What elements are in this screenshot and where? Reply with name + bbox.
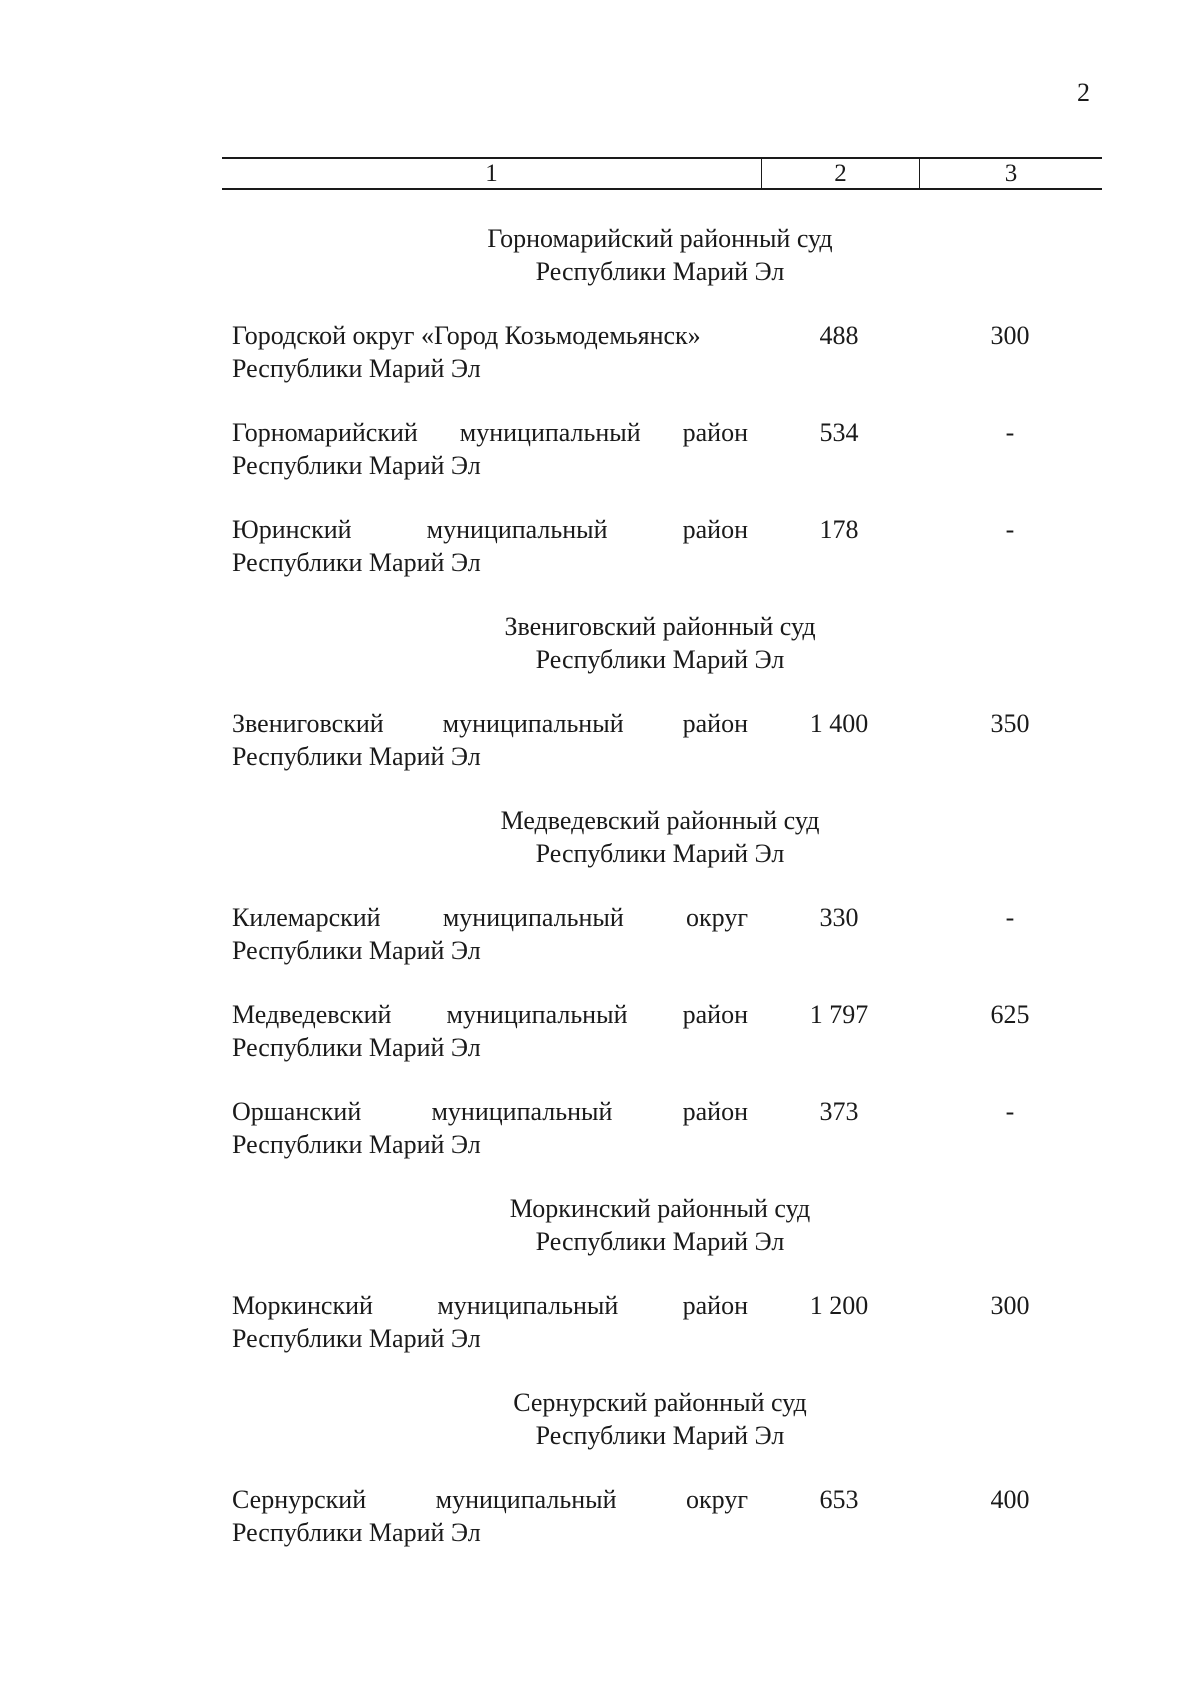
- value-col3: 400: [990, 1485, 1030, 1514]
- value-col3: 350: [990, 709, 1030, 738]
- table-row: [0, 1095, 1200, 1161]
- table-row: [0, 1289, 1200, 1355]
- section-title-line: Республики Марий Эл: [535, 257, 785, 286]
- court-section: [0, 610, 1200, 773]
- table-row: [0, 513, 1200, 579]
- column-header-3: 3: [1004, 159, 1018, 187]
- court-section: [0, 1386, 1200, 1549]
- municipality-name: Сернурский муниципальный округ Республики Марий Эл: [232, 1485, 748, 1547]
- column-header-2: 2: [762, 159, 920, 188]
- table-row: [0, 1483, 1200, 1549]
- table-row: [0, 901, 1200, 967]
- municipality-name: Килемарский муниципальный округ Республики Марий Эл: [232, 903, 748, 965]
- municipality-name: Горномарийский муниципальный район Республики Марий Эл: [232, 418, 748, 480]
- value-col3: 300: [990, 321, 1030, 350]
- value-col3: 625: [990, 1000, 1030, 1029]
- municipality-name: Моркинский муниципальный район Республики Марий Эл: [232, 1291, 748, 1353]
- table-row: [0, 707, 1200, 773]
- section-title-line: Моркинский районный суд: [509, 1194, 811, 1223]
- section-title: [0, 610, 1200, 676]
- value-col2: 1 797: [809, 1000, 869, 1029]
- municipality-name: Юринский муниципальный район Республики Марий Эл: [232, 515, 748, 577]
- section-title-line: Республики Марий Эл: [535, 1421, 785, 1450]
- value-col3: -: [1005, 418, 1015, 447]
- court-sections: [0, 222, 1200, 1580]
- section-title-line: Республики Марий Эл: [535, 1227, 785, 1256]
- section-title: [0, 1386, 1200, 1452]
- value-col3: -: [1005, 903, 1015, 932]
- value-col2: 178: [819, 515, 859, 544]
- table-header: [222, 157, 1102, 190]
- section-title-line: Республики Марий Эл: [535, 645, 785, 674]
- table-row: [0, 416, 1200, 482]
- page-number: 2: [1077, 78, 1090, 107]
- section-title-line: Республики Марий Эл: [535, 839, 785, 868]
- table-row: [0, 319, 1200, 385]
- municipality-name: Медведевский муниципальный район Республики Марий Эл: [232, 1000, 748, 1062]
- section-title: [0, 222, 1200, 288]
- value-col2: 534: [819, 418, 859, 447]
- value-col3: -: [1005, 515, 1015, 544]
- value-col3: -: [1005, 1097, 1015, 1126]
- municipality-name: Звениговский муниципальный район Республики Марий Эл: [232, 709, 748, 771]
- column-header-1: 1: [222, 159, 762, 188]
- court-section: [0, 804, 1200, 1161]
- section-title-line: Звениговский районный суд: [504, 612, 816, 641]
- section-title: [0, 804, 1200, 870]
- section-title-line: Медведевский районный суд: [500, 806, 820, 835]
- table-row: [0, 998, 1200, 1064]
- value-col2: 1 200: [809, 1291, 869, 1320]
- municipality-name: Оршанский муниципальный район Республики Марий Эл: [232, 1097, 748, 1159]
- value-col2: 488: [819, 321, 859, 350]
- court-section: [0, 222, 1200, 579]
- section-title-line: Горномарийский районный суд: [487, 224, 833, 253]
- section-title: [0, 1192, 1200, 1258]
- section-title-line: Сернурский районный суд: [513, 1388, 807, 1417]
- value-col2: 1 400: [809, 709, 869, 738]
- value-col2: 653: [819, 1485, 859, 1514]
- value-col2: 373: [819, 1097, 859, 1126]
- municipality-name: Городской округ «Город Козьмодемьянск» Республики Марий Эл: [232, 321, 701, 383]
- court-section: [0, 1192, 1200, 1355]
- value-col3: 300: [990, 1291, 1030, 1320]
- value-col2: 330: [819, 903, 859, 932]
